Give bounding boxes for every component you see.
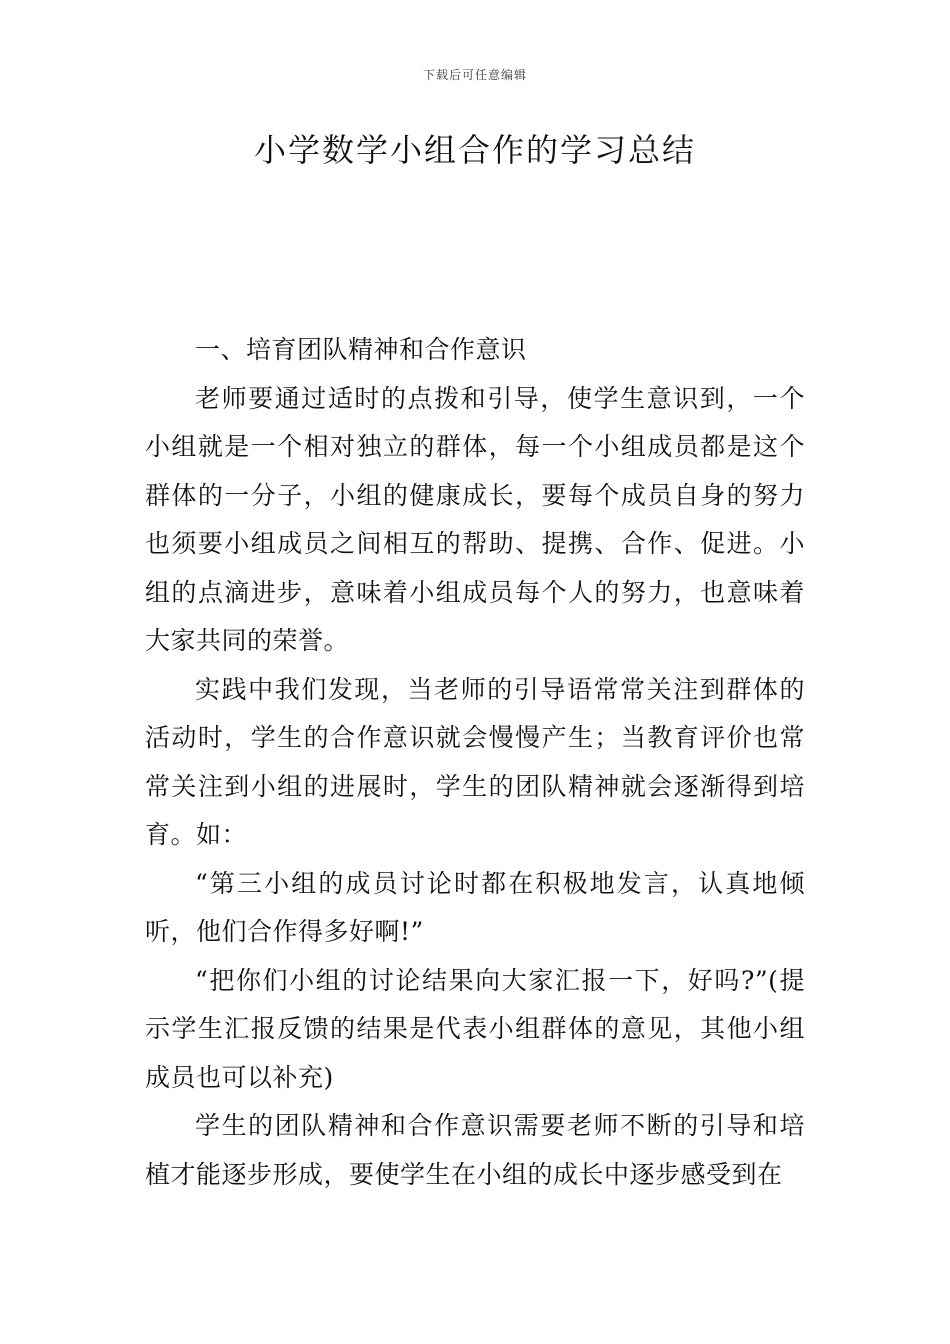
paragraph: 学生的团队精神和合作意识需要老师不断的引导和培植才能逐步形成，要使学生在小组的成长中逐步感受到在: [145, 1111, 805, 1189]
document-body: [145, 326, 805, 1199]
paragraph: 实践中我们发现，当老师的引导语常常关注到群体的活动时，学生的合作意识就会慢慢产生；当教育评价也常常关注到小组的进展时，学生的团队精神就会逐渐得到培育。如：: [145, 674, 805, 849]
quote-paragraph: “第三小组的成员讨论时都在积极地发言，认真地倾听，他们合作得多好啊!”: [145, 868, 805, 946]
section-heading: 一、培育团队精神和合作意识: [195, 335, 527, 364]
document-title: 小学数学小组合作的学习总结: [253, 131, 696, 169]
paragraph: 老师要通过适时的点拨和引导，使学生意识到，一个小组就是一个相对独立的群体，每一个小组成员都是这个群体的一分子，小组的健康成长，要每个成员自身的努力也须要小组成员之间相互的帮助、提携、合作、促进。小组的点滴进步，意味着小组成员每个人的努力，也意味着大家共同的荣誉。: [145, 383, 805, 655]
header-note: 下载后可任意编辑: [422, 68, 527, 82]
quote-paragraph: “把你们小组的讨论结果向大家汇报一下，好吗?”(提示学生汇报反馈的结果是代表小组群体的意见，其他小组成员也可以补充): [145, 965, 805, 1092]
